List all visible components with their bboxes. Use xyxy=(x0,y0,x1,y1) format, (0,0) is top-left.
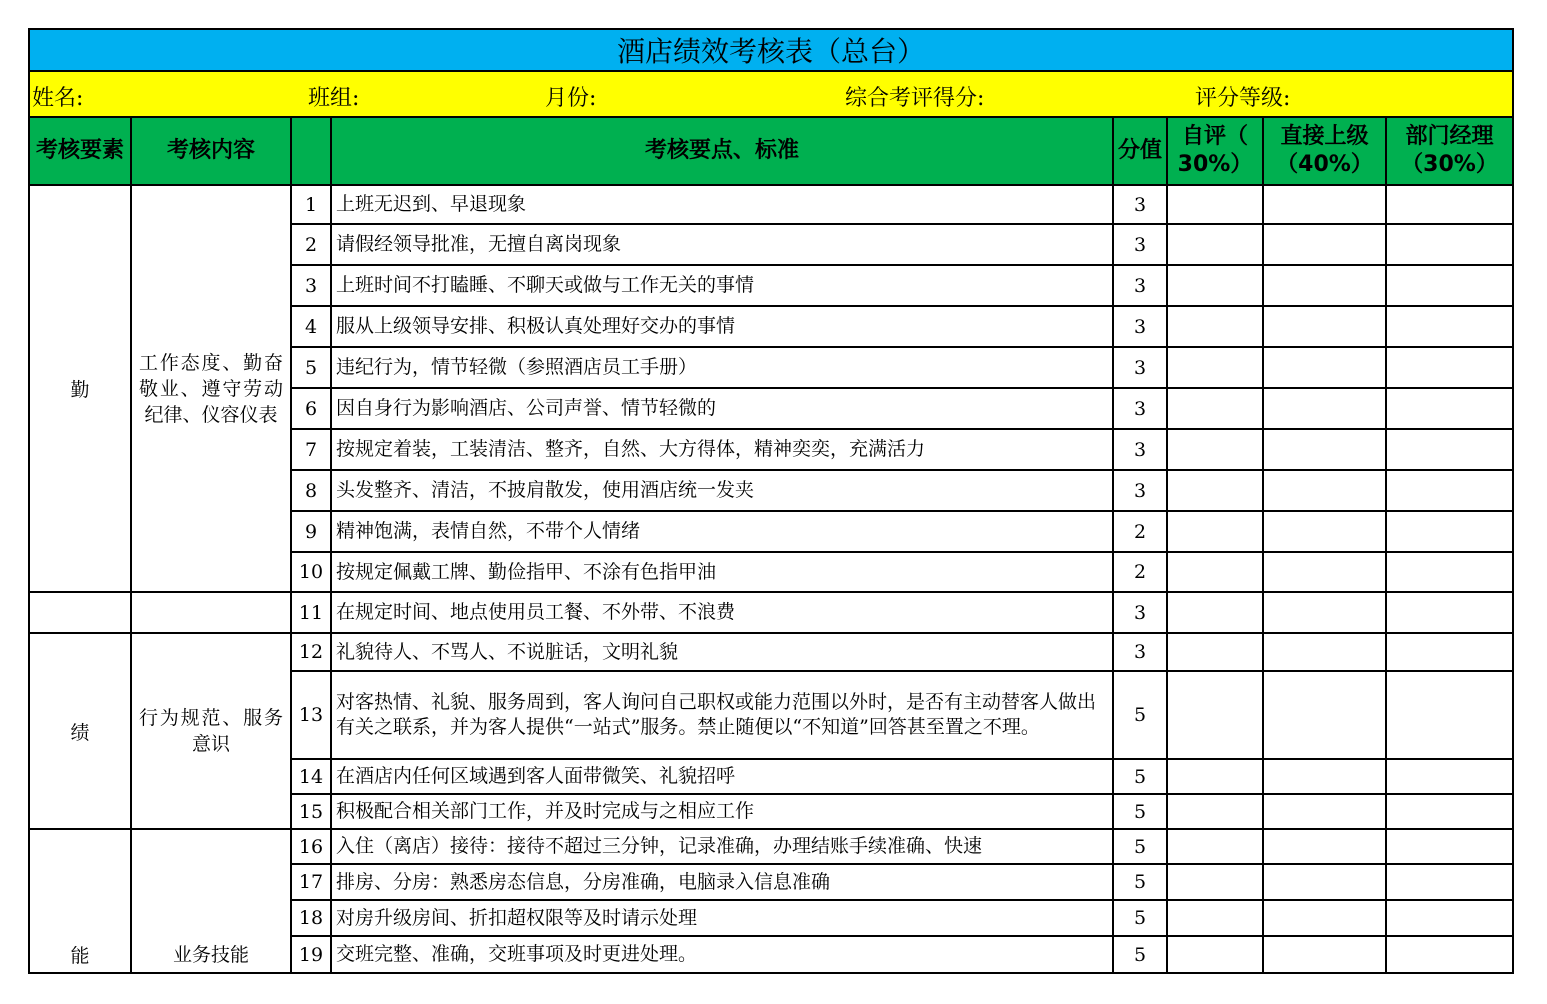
supervisor-eval-cell[interactable] xyxy=(1263,429,1386,470)
category-cell-empty xyxy=(29,592,131,633)
manager-eval-cell[interactable] xyxy=(1386,829,1513,864)
manager-eval-cell[interactable] xyxy=(1386,864,1513,900)
header-supervisor-line1: 直接上级 xyxy=(1280,124,1369,149)
supervisor-eval-cell[interactable] xyxy=(1263,388,1386,429)
self-eval-cell[interactable] xyxy=(1167,829,1263,864)
category-cell: 能 xyxy=(29,829,131,973)
manager-eval-cell[interactable] xyxy=(1386,759,1513,794)
manager-eval-cell[interactable] xyxy=(1386,936,1513,973)
item-standard: 因自身行为影响酒店、公司声誉、情节轻微的 xyxy=(331,388,1113,429)
item-standard: 在酒店内任何区域遇到客人面带微笑、礼貌招呼 xyxy=(331,759,1113,794)
content-cell xyxy=(131,829,291,973)
supervisor-eval-cell[interactable] xyxy=(1263,511,1386,552)
item-standard: 上班无迟到、早退现象 xyxy=(331,185,1113,224)
item-score: 5 xyxy=(1113,759,1167,794)
header-self-eval-line2: 30%） xyxy=(1177,152,1253,177)
item-standard: 服从上级领导安排、积极认真处理好交办的事情 xyxy=(331,306,1113,347)
table-row xyxy=(29,829,1513,864)
item-score: 3 xyxy=(1113,265,1167,306)
item-number: 9 xyxy=(291,511,331,552)
supervisor-eval-cell[interactable] xyxy=(1263,671,1386,759)
manager-eval-cell[interactable] xyxy=(1386,429,1513,470)
self-eval-cell[interactable] xyxy=(1167,864,1263,900)
item-standard: 积极配合相关部门工作，并及时完成与之相应工作 xyxy=(331,794,1113,829)
item-score: 2 xyxy=(1113,511,1167,552)
supervisor-eval-cell[interactable] xyxy=(1263,794,1386,829)
supervisor-eval-cell[interactable] xyxy=(1263,829,1386,864)
self-eval-cell[interactable] xyxy=(1167,552,1263,592)
item-score: 3 xyxy=(1113,224,1167,265)
item-standard: 精神饱满，表情自然，不带个人情绪 xyxy=(331,511,1113,552)
table-row xyxy=(29,185,1513,224)
item-score: 3 xyxy=(1113,470,1167,511)
content-cell-empty xyxy=(131,592,291,633)
supervisor-eval-cell[interactable] xyxy=(1263,936,1386,973)
item-number: 13 xyxy=(291,671,331,759)
supervisor-eval-cell[interactable] xyxy=(1263,265,1386,306)
manager-eval-cell[interactable] xyxy=(1386,592,1513,633)
item-number: 8 xyxy=(291,470,331,511)
self-eval-cell[interactable] xyxy=(1167,185,1263,224)
manager-eval-cell[interactable] xyxy=(1386,794,1513,829)
category-cell: 勤 xyxy=(29,185,131,592)
item-number: 18 xyxy=(291,900,331,936)
item-number: 12 xyxy=(291,633,331,671)
manager-eval-cell[interactable] xyxy=(1386,306,1513,347)
item-score: 3 xyxy=(1113,306,1167,347)
header-number xyxy=(291,117,331,185)
item-score: 5 xyxy=(1113,829,1167,864)
item-score: 3 xyxy=(1113,347,1167,388)
supervisor-eval-cell[interactable] xyxy=(1263,592,1386,633)
item-number: 10 xyxy=(291,552,331,592)
item-score: 5 xyxy=(1113,900,1167,936)
header-supervisor xyxy=(1263,117,1386,185)
self-eval-cell[interactable] xyxy=(1167,511,1263,552)
item-number: 19 xyxy=(291,936,331,973)
manager-eval-cell[interactable] xyxy=(1386,185,1513,224)
item-number: 4 xyxy=(291,306,331,347)
item-standard: 请假经领导批准，无擅自离岗现象 xyxy=(331,224,1113,265)
supervisor-eval-cell[interactable] xyxy=(1263,759,1386,794)
self-eval-cell[interactable] xyxy=(1167,759,1263,794)
supervisor-eval-cell[interactable] xyxy=(1263,347,1386,388)
item-standard: 在规定时间、地点使用员工餐、不外带、不浪费 xyxy=(331,592,1113,633)
grade-label: 评分等级: xyxy=(1195,86,1291,111)
content-cell xyxy=(131,633,291,829)
item-standard: 对客热情、礼貌、服务周到，客人询问自己职权或能力范围以外时，是否有主动替客人做出有关之联系，并为客人提供“一站式”服务。禁止随便以“不知道”回答甚至置之不理。 xyxy=(331,671,1113,759)
self-eval-cell[interactable] xyxy=(1167,900,1263,936)
supervisor-eval-cell[interactable] xyxy=(1263,470,1386,511)
item-standard: 交班完整、准确，交班事项及时更进处理。 xyxy=(331,936,1113,973)
header-supervisor-line2: （40%） xyxy=(1276,152,1373,177)
item-score: 5 xyxy=(1113,864,1167,900)
item-score: 5 xyxy=(1113,671,1167,759)
item-score: 3 xyxy=(1113,429,1167,470)
item-number: 1 xyxy=(291,185,331,224)
item-score: 3 xyxy=(1113,388,1167,429)
table-body xyxy=(29,185,1513,973)
self-eval-cell[interactable] xyxy=(1167,306,1263,347)
info-bar xyxy=(29,71,1513,117)
item-standard: 礼貌待人、不骂人、不说脏话，文明礼貌 xyxy=(331,633,1113,671)
item-number: 6 xyxy=(291,388,331,429)
supervisor-eval-cell[interactable] xyxy=(1263,864,1386,900)
item-score: 3 xyxy=(1113,185,1167,224)
manager-eval-cell[interactable] xyxy=(1386,633,1513,671)
item-number: 14 xyxy=(291,759,331,794)
table-row xyxy=(29,633,1513,671)
item-standard: 上班时间不打瞌睡、不聊天或做与工作无关的事情 xyxy=(331,265,1113,306)
manager-eval-cell[interactable] xyxy=(1386,265,1513,306)
self-eval-cell[interactable] xyxy=(1167,633,1263,671)
self-eval-cell[interactable] xyxy=(1167,671,1263,759)
item-standard: 违纪行为，情节轻微（参照酒店员工手册） xyxy=(331,347,1113,388)
sheet-title: 酒店绩效考核表（总台） xyxy=(29,29,1513,71)
item-standard: 头发整齐、清洁，不披肩散发，使用酒店统一发夹 xyxy=(331,470,1113,511)
item-score: 3 xyxy=(1113,592,1167,633)
self-eval-cell[interactable] xyxy=(1167,794,1263,829)
header-element: 考核要素 xyxy=(29,117,131,185)
manager-eval-cell[interactable] xyxy=(1386,511,1513,552)
header-self-eval-line1: 自评（ xyxy=(1181,124,1248,149)
table-row xyxy=(29,592,1513,633)
team-label: 班组: xyxy=(308,86,360,111)
supervisor-eval-cell[interactable] xyxy=(1263,633,1386,671)
supervisor-eval-cell[interactable] xyxy=(1263,185,1386,224)
item-score: 3 xyxy=(1113,633,1167,671)
header-manager-line2: （30%） xyxy=(1401,152,1498,177)
self-eval-cell[interactable] xyxy=(1167,936,1263,973)
evaluation-sheet xyxy=(28,28,1514,974)
self-eval-cell[interactable] xyxy=(1167,470,1263,511)
item-standard: 入住（离店）接待：接待不超过三分钟，记录准确，办理结账手续准确、快速 xyxy=(331,829,1113,864)
manager-eval-cell[interactable] xyxy=(1386,552,1513,592)
self-eval-cell[interactable] xyxy=(1167,265,1263,306)
item-score: 2 xyxy=(1113,552,1167,592)
content-text: 行为规范、服务意识 xyxy=(139,707,283,755)
item-number: 17 xyxy=(291,864,331,900)
header-score: 分值 xyxy=(1113,117,1167,185)
item-number: 3 xyxy=(291,265,331,306)
header-standard: 考核要点、标准 xyxy=(331,117,1113,185)
total-score-label: 综合考评得分: xyxy=(845,86,985,111)
self-eval-cell[interactable] xyxy=(1167,592,1263,633)
supervisor-eval-cell[interactable] xyxy=(1263,552,1386,592)
name-label: 姓名: xyxy=(32,86,84,111)
evaluation-table xyxy=(28,28,1514,974)
header-content: 考核内容 xyxy=(131,117,291,185)
self-eval-cell[interactable] xyxy=(1167,224,1263,265)
manager-eval-cell[interactable] xyxy=(1386,900,1513,936)
item-standard: 按规定着装，工装清洁、整齐，自然、大方得体，精神奕奕，充满活力 xyxy=(331,429,1113,470)
header-manager xyxy=(1386,117,1513,185)
item-number: 15 xyxy=(291,794,331,829)
supervisor-eval-cell[interactable] xyxy=(1263,306,1386,347)
item-number: 5 xyxy=(291,347,331,388)
manager-eval-cell[interactable] xyxy=(1386,671,1513,759)
item-standard: 排房、分房：熟悉房态信息，分房准确，电脑录入信息准确 xyxy=(331,864,1113,900)
manager-eval-cell[interactable] xyxy=(1386,347,1513,388)
self-eval-cell[interactable] xyxy=(1167,388,1263,429)
content-cell xyxy=(131,185,291,592)
item-number: 2 xyxy=(291,224,331,265)
item-number: 11 xyxy=(291,592,331,633)
month-label: 月份: xyxy=(545,86,597,111)
manager-eval-cell[interactable] xyxy=(1386,224,1513,265)
item-number: 16 xyxy=(291,829,331,864)
header-manager-line1: 部门经理 xyxy=(1405,124,1494,149)
manager-eval-cell[interactable] xyxy=(1386,388,1513,429)
item-number: 7 xyxy=(291,429,331,470)
supervisor-eval-cell[interactable] xyxy=(1263,900,1386,936)
self-eval-cell[interactable] xyxy=(1167,429,1263,470)
manager-eval-cell[interactable] xyxy=(1386,470,1513,511)
supervisor-eval-cell[interactable] xyxy=(1263,224,1386,265)
content-text: 工作态度、勤奋敬业、遵守劳动纪律、仪容仪表 xyxy=(139,351,283,426)
item-score: 5 xyxy=(1113,936,1167,973)
category-cell: 绩 xyxy=(29,633,131,829)
item-score: 5 xyxy=(1113,794,1167,829)
item-standard: 对房升级房间、折扣超权限等及时请示处理 xyxy=(331,900,1113,936)
content-text: 业务技能 xyxy=(172,944,249,966)
header-self-eval xyxy=(1167,117,1263,185)
self-eval-cell[interactable] xyxy=(1167,347,1263,388)
item-standard: 按规定佩戴工牌、勤俭指甲、不涂有色指甲油 xyxy=(331,552,1113,592)
